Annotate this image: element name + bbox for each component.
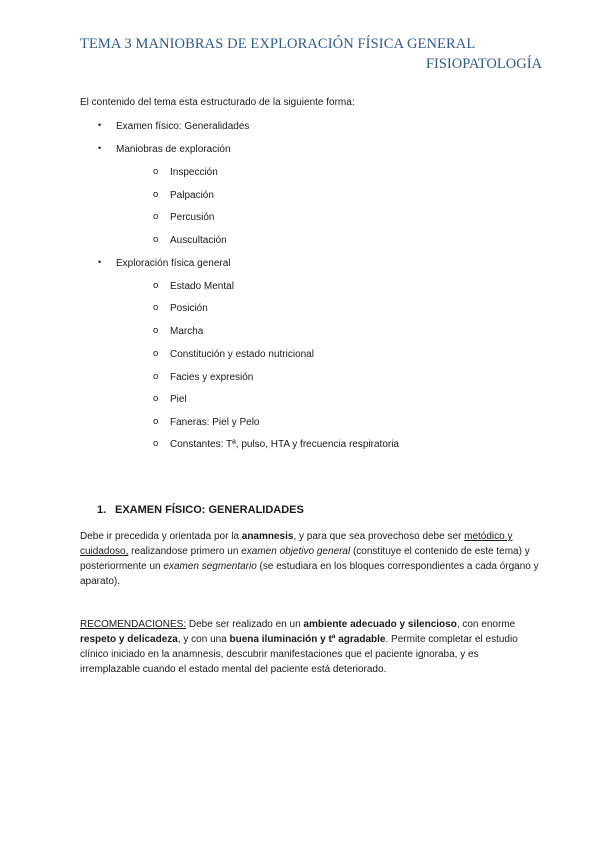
page-title: TEMA 3 MANIOBRAS DE EXPLORACIÓN FÍSICA GENERAL: [80, 36, 476, 52]
bullet-icon: •: [98, 120, 102, 130]
text-run: , y con una: [177, 634, 230, 645]
section-heading: [97, 504, 304, 516]
bold-term: ambiente adecuado y silencioso: [303, 619, 457, 630]
page-subtitle: FISIOPATOLOGÍA: [425, 56, 542, 72]
circle-bullet-icon: o: [153, 416, 159, 427]
paragraph-examen: [80, 529, 540, 589]
text-run: realizandose primero un: [128, 546, 242, 557]
text-run: . Permite completar el estudio clínico iniciado en la anamnesis, descubrir manifestaciones que el paciente ignoraba, y es irremplazable cuando el estado mental del paciente está deteriorado.: [80, 634, 518, 675]
circle-bullet-icon: o: [153, 189, 159, 200]
outline-item-label: Examen físico: Generalidades: [116, 121, 250, 132]
text-run: (constituye el contenido de este tema) y posteriormente un: [80, 546, 530, 572]
circle-bullet-icon: o: [153, 438, 159, 449]
circle-bullet-icon: o: [153, 234, 159, 245]
underlined-term: metódico y cuidadoso,: [80, 531, 513, 557]
circle-bullet-icon: o: [153, 166, 159, 177]
outline-subitem-label: Constantes: Tª, pulso, HTA y frecuencia respiratoria: [170, 439, 399, 450]
text-run: Debe ser realizado en un: [186, 619, 304, 630]
outline-subitem-label: Piel: [170, 394, 187, 405]
circle-bullet-icon: o: [153, 393, 159, 404]
section-number: 1.: [97, 504, 107, 516]
outline-subitem-label: Faneras: Piel y Pelo: [170, 417, 260, 428]
outline-subitem-label: Estado Mental: [170, 281, 234, 292]
outline-subitem-label: Percusión: [170, 212, 215, 223]
text-run: (se estudiara en los bloques correspondientes a cada órgano y aparato).: [80, 561, 539, 587]
outline-item-label: Maniobras de exploración: [116, 144, 231, 155]
outline-subitem-label: Posición: [170, 303, 208, 314]
underlined-term: RECOMENDACIONES:: [80, 619, 187, 630]
text-run: , con enorme: [456, 619, 516, 630]
bold-term: anamnesis: [241, 531, 294, 542]
bullet-icon: •: [98, 257, 102, 267]
italic-term: examen segmentario: [163, 561, 257, 572]
circle-bullet-icon: o: [153, 348, 159, 359]
intro-text: El contenido del tema esta estructurado de la siguiente forma:: [80, 97, 355, 108]
circle-bullet-icon: o: [153, 211, 159, 222]
bold-term: respeto y delicadeza: [80, 634, 178, 645]
outline-subitem-label: Auscultación: [170, 235, 227, 246]
outline-subitem-label: Facies y expresión: [170, 372, 254, 383]
text-run: , y para que sea provechoso debe ser: [293, 531, 465, 542]
bold-term: buena iluminación y tª agradable: [229, 634, 386, 645]
outline-subitem-label: Marcha: [170, 326, 204, 337]
outline-subitem-label: Constitución y estado nutricional: [170, 349, 314, 360]
circle-bullet-icon: o: [153, 371, 159, 382]
section-heading-text: EXAMEN FÍSICO: GENERALIDADES: [115, 504, 304, 516]
outline-subitem-label: Inspección: [170, 167, 218, 178]
bullet-icon: •: [98, 143, 102, 153]
circle-bullet-icon: o: [153, 325, 159, 336]
outline-item-label: Exploración física general: [116, 258, 231, 269]
paragraph-recomendaciones: [80, 617, 540, 677]
circle-bullet-icon: o: [153, 302, 159, 313]
italic-term: examen objetivo general: [241, 546, 351, 557]
circle-bullet-icon: o: [153, 280, 159, 291]
text-run: Debe ir precedida y orientada por la: [80, 531, 242, 542]
outline-subitem-label: Palpación: [170, 190, 214, 201]
